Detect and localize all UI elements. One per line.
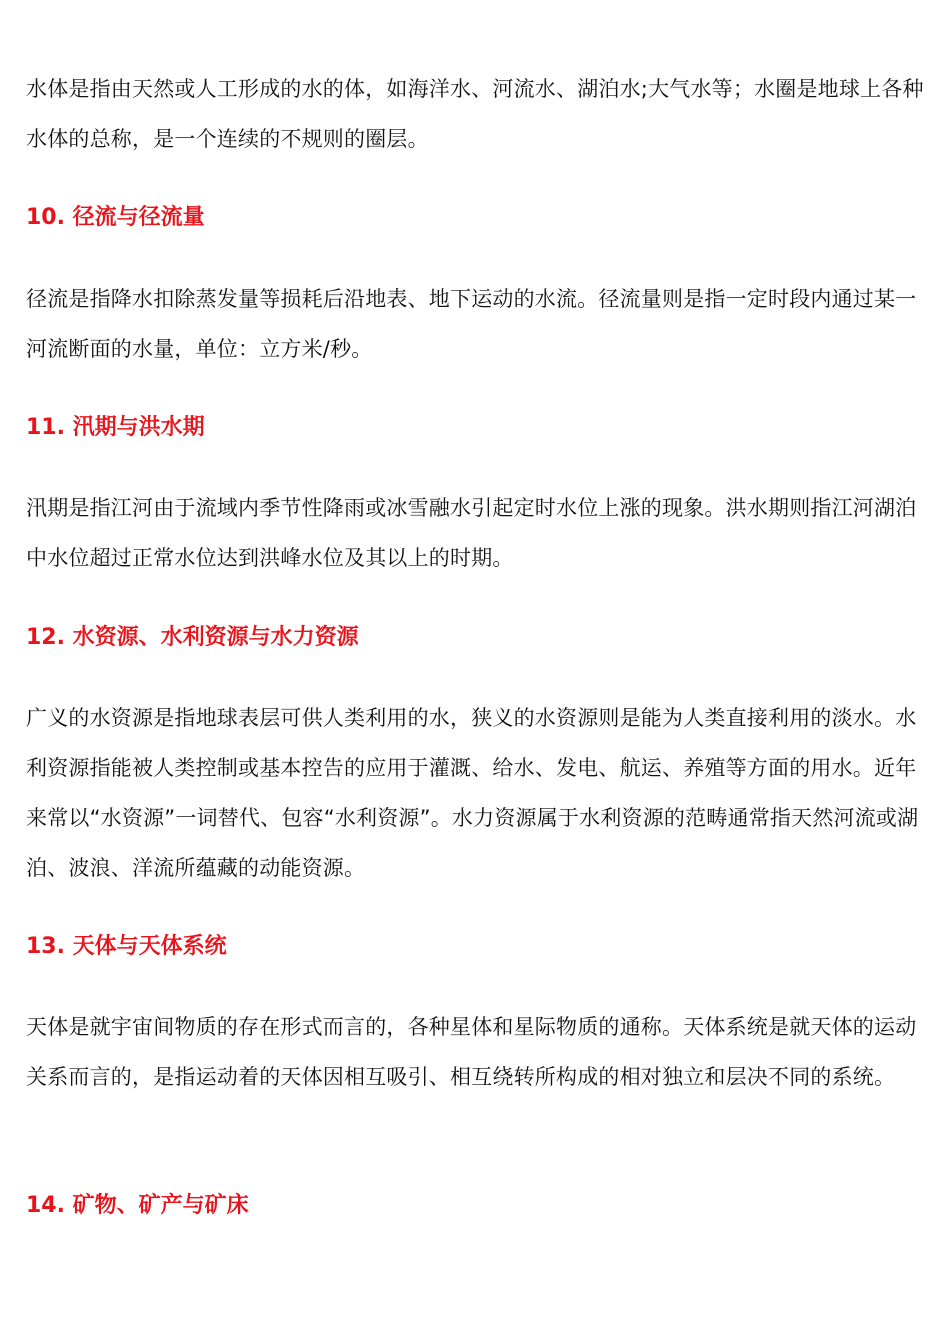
paragraph-flood-season: 汛期是指江河由于流域内季节性降雨或冰雪融水引起定时水位上涨的现象。洪水期则指江河湖泊中水位超过正常水位达到洪峰水位及其以上的时期。 [26,496,917,570]
paragraph-celestial-bodies: 天体是就宇宙间物质的存在形式而言的，各种星体和星际物质的通称。天体系统是就天体的运动关系而言的，是指运动着的天体因相互吸引、相互绕转所构成的相对独立和层决不同的系统。 [26,1015,917,1089]
heading-runoff: 10. 径流与径流量 [26,205,205,230]
heading-minerals: 14. 矿物、矿产与矿床 [26,1193,249,1218]
heading-celestial-bodies: 13. 天体与天体系统 [26,934,227,959]
heading-water-resources: 12. 水资源、水利资源与水力资源 [26,625,359,650]
paragraph-water-resources: 广义的水资源是指地球表层可供人类利用的水，狭义的水资源则是能为人类直接利用的淡水。水利资源指能被人类控制或基本控告的应用于灌溉、给水、发电、航运、养殖等方面的用水。近年来常以“水资源”一词替代、包容“水利资源”。水力资源属于水利资源的范畴通常指天然河流或湖泊、波浪、洋流所蕴藏的动能资源。 [26,706,919,880]
heading-flood-season: 11. 汛期与洪水期 [26,415,205,440]
paragraph-runoff: 径流是指降水扣除蒸发量等损耗后沿地表、地下运动的水流。径流量则是指一定时段内通过某一河流断面的水量，单位：立方米/秒。 [26,287,917,361]
paragraph-water-body: 水体是指由天然或人工形成的水的体，如海洋水、河流水、湖泊水;大气水等；水圈是地球上各种水体的总称，是一个连续的不规则的圈层。 [26,77,924,151]
